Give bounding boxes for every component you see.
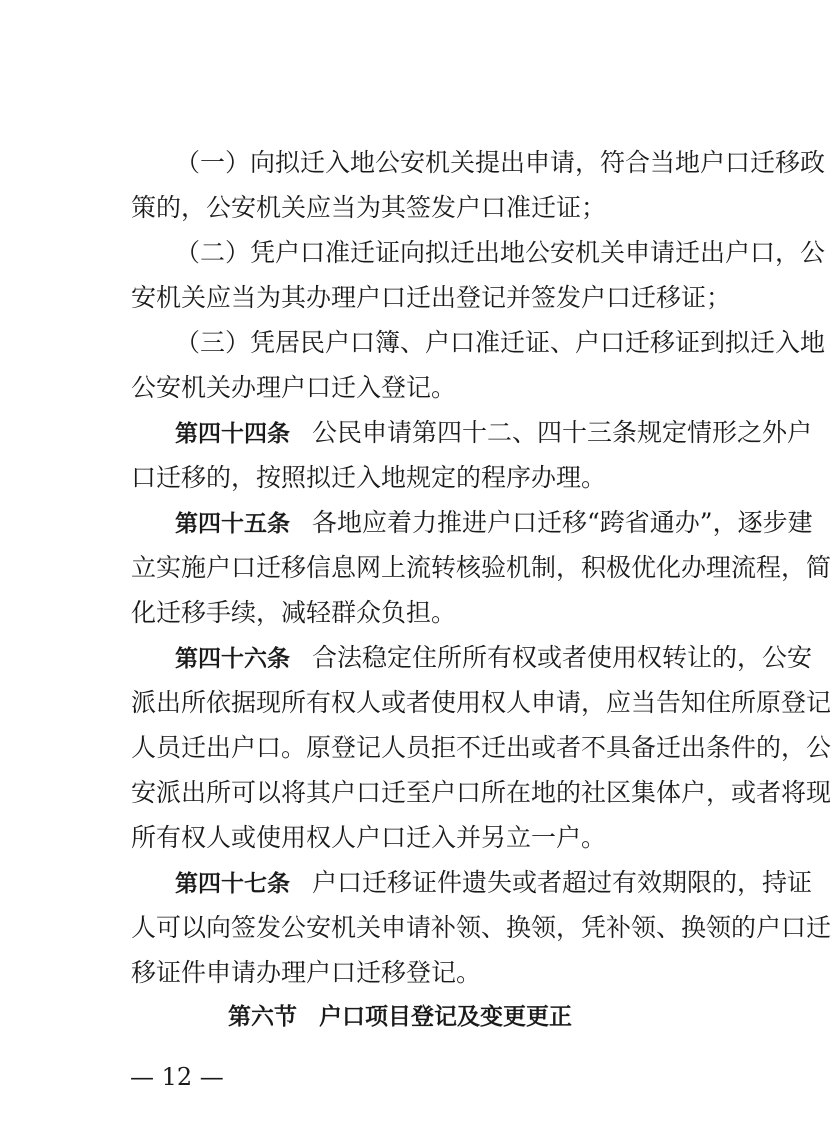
article-text: 公民申请第四十二、四十三条规定情形之外户 [312, 418, 813, 447]
paragraph-line: 策的，公安机关应当为其签发户口准迁证； [131, 193, 607, 222]
section-number: 第六节 [228, 1004, 297, 1030]
article-number: 第四十五条 [175, 511, 290, 537]
article-line: 人员迁出户口。原登记人员拒不迁出或者不具备迁出条件的，公 [131, 733, 831, 762]
article-47-first-line [175, 865, 813, 902]
paragraph-line: 公安机关办理户口迁入登记。 [131, 373, 457, 402]
article-line: 移证件申请办理户口迁移登记。 [131, 958, 482, 987]
article-number: 第四十七条 [175, 871, 290, 897]
article-line: 所有权人或使用权人户口迁入并另立一户。 [131, 823, 607, 852]
article-46-first-line [175, 640, 813, 677]
article-line: 化迁移手续，减轻群众负担。 [131, 598, 457, 627]
article-line: 安派出所可以将其户口迁至户口所在地的社区集体户，或者将现 [131, 778, 831, 807]
paragraph-line: （一）向拟迁入地公安机关提出申请，符合当地户口迁移政 [175, 148, 826, 177]
article-line: 派出所依据现所有权人或者使用权人申请，应当告知住所原登记 [131, 688, 831, 717]
article-line: 人可以向签发公安机关申请补领、换领，凭补领、换领的户口迁 [131, 913, 831, 942]
paragraph-line: （二）凭户口准迁证向拟迁出地公安机关申请迁出户口，公 [175, 238, 826, 267]
section-title-text: 户口项目登记及变更更正 [319, 1004, 572, 1030]
article-text: 户口迁移证件遗失或者超过有效期限的，持证 [312, 868, 813, 897]
article-line: 口迁移的，按照拟迁入地规定的程序办理。 [131, 463, 607, 492]
page-number: — 12 — [130, 1063, 224, 1091]
paragraph-line: 安机关应当为其办理户口迁出登记并签发户口迁移证； [131, 283, 732, 312]
paragraph-line: （三）凭居民户口簿、户口准迁证、户口迁移证到拟迁入地 [175, 328, 826, 357]
article-number: 第四十四条 [175, 421, 290, 447]
article-number: 第四十六条 [175, 646, 290, 672]
article-44-first-line [175, 415, 813, 452]
article-text: 合法稳定住所所有权或者使用权转让的，公安 [312, 643, 813, 672]
article-line: 立实施户口迁移信息网上流转核验机制，积极优化办理流程，简 [131, 553, 831, 582]
article-text: 各地应着力推进户口迁移“跨省通办”，逐步建 [312, 508, 813, 537]
article-45-first-line [175, 505, 813, 542]
section-heading [0, 1000, 800, 1034]
